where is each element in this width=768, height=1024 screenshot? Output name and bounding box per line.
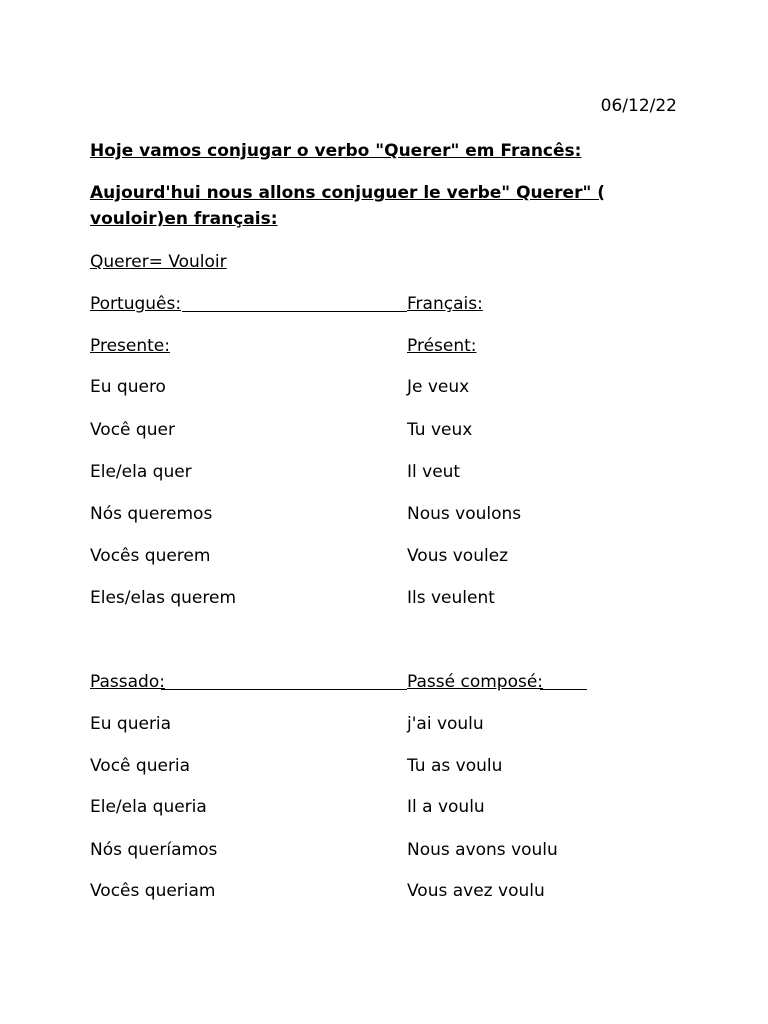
past-row-fr: Nous avons voulu — [407, 840, 558, 860]
date: 06/12/22 — [600, 96, 677, 116]
past-row-pt: Nós queríamos — [90, 840, 218, 860]
column-header-rule — [182, 311, 407, 312]
present-row-pt: Eu quero — [90, 377, 166, 397]
present-label-french: Présent: — [407, 336, 477, 356]
present-row-pt: Eles/elas querem — [90, 588, 237, 608]
past-header-rule-right — [540, 689, 587, 690]
past-label-french: Passé composé: — [407, 672, 544, 692]
past-row-fr: Tu as voulu — [407, 756, 503, 776]
heading-portuguese: Hoje vamos conjugar o verbo "Querer" em Francês: — [90, 141, 582, 161]
past-row-pt: Ele/ela queria — [90, 797, 207, 817]
past-row-pt: Vocês queriam — [90, 881, 216, 901]
heading-french: Aujourd'hui nous allons conjuguer le verbe" Querer" ( vouloir)en français: — [90, 183, 606, 229]
present-row-pt: Nós queremos — [90, 504, 213, 524]
past-row-fr: Il a voulu — [407, 797, 485, 817]
past-label-portuguese: Passado: — [90, 672, 165, 692]
past-header-rule — [161, 689, 407, 690]
past-row-fr: j'ai voulu — [407, 714, 484, 734]
present-row-fr: Tu veux — [407, 420, 473, 440]
present-row-pt: Ele/ela quer — [90, 462, 192, 482]
past-row-pt: Você queria — [90, 756, 191, 776]
translation-line: Querer= Vouloir — [90, 252, 227, 272]
present-row-fr: Il veut — [407, 462, 461, 482]
present-row-fr: Je veux — [407, 377, 470, 397]
present-row-fr: Nous voulons — [407, 504, 522, 524]
present-row-pt: Vocês querem — [90, 546, 211, 566]
present-label-portuguese: Presente: — [90, 336, 170, 356]
column-header-french: Français: — [407, 294, 483, 314]
present-row-fr: Ils veulent — [407, 588, 495, 608]
present-row-pt: Você quer — [90, 420, 175, 440]
past-row-pt: Eu queria — [90, 714, 172, 734]
past-row-fr: Vous avez voulu — [407, 881, 545, 901]
present-row-fr: Vous voulez — [407, 546, 509, 566]
column-header-portuguese: Português: — [90, 294, 182, 314]
